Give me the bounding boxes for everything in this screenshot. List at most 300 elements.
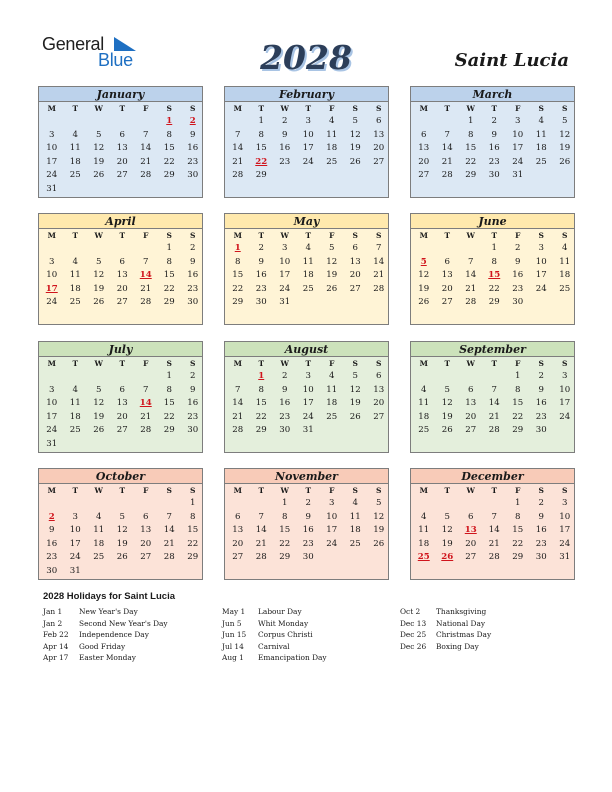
day-cell: 18: [559, 270, 571, 281]
day-cell: 4: [96, 511, 102, 522]
month-july: [38, 341, 203, 453]
day-cell: 21: [488, 538, 500, 549]
day-cell: 6: [468, 511, 474, 522]
day-cell: 31: [279, 297, 291, 308]
day-cell: 11: [559, 256, 571, 267]
day-cell: 29: [512, 552, 524, 563]
day-cell: 13: [349, 256, 361, 267]
day-cell: 25: [326, 156, 338, 167]
day-cell: 15: [465, 143, 477, 154]
day-cell: 20: [465, 411, 477, 422]
day-cell: 6: [444, 256, 450, 267]
holiday-name: Whit Monday: [258, 618, 309, 628]
month-december: [410, 468, 575, 580]
day-cell: 27: [116, 297, 128, 308]
day-cell: 16: [512, 270, 524, 281]
weekday-label: T: [491, 231, 498, 240]
day-cell: 15: [512, 525, 524, 536]
day-cell: 14: [255, 525, 267, 536]
day-cell: 30: [187, 425, 199, 436]
holiday-day-cell: 26: [441, 552, 454, 563]
day-cell: 21: [465, 283, 477, 294]
weekday-header: [225, 485, 388, 497]
day-cell: 5: [96, 384, 102, 395]
day-cell: 9: [190, 129, 196, 140]
day-cell: 27: [140, 552, 152, 563]
day-cell: 30: [512, 297, 524, 308]
day-cell: 29: [232, 297, 244, 308]
day-cell: 10: [512, 129, 524, 140]
holiday-day-cell: 1: [166, 116, 173, 126]
day-cell: 10: [535, 256, 547, 267]
weekday-label: T: [305, 486, 312, 495]
day-cell: 4: [72, 129, 78, 140]
day-cell: 28: [488, 552, 500, 563]
day-cell: 13: [232, 525, 244, 536]
month-title: February: [225, 87, 388, 102]
day-cell: 29: [163, 425, 175, 436]
day-cell: 16: [187, 270, 199, 281]
day-cell: 3: [72, 511, 78, 522]
month-september: [410, 341, 575, 453]
day-cell: 9: [282, 129, 288, 140]
weekday-label: T: [72, 231, 79, 240]
weekday-label: T: [444, 486, 451, 495]
day-cell: 28: [488, 425, 500, 436]
weekday-label: F: [143, 486, 149, 495]
day-cell: 22: [163, 156, 175, 167]
day-cell: 8: [515, 384, 521, 395]
day-cell: 1: [491, 243, 497, 253]
day-cell: 10: [46, 398, 58, 409]
day-cell: 7: [444, 129, 450, 140]
day-cell: 6: [352, 243, 358, 253]
day-cell: 30: [187, 297, 199, 308]
day-cell: 11: [302, 256, 314, 267]
day-cell: 22: [512, 538, 524, 549]
month-title: April: [39, 214, 202, 229]
month-november: [224, 468, 389, 580]
weekday-label: F: [143, 231, 149, 240]
day-cell: 10: [69, 525, 81, 536]
weekday-label: T: [491, 104, 498, 113]
day-cell: 14: [163, 525, 175, 536]
day-cell: 21: [140, 283, 152, 294]
day-cell: 26: [373, 538, 385, 549]
day-cell: 19: [326, 270, 338, 281]
weekday-label: T: [491, 359, 498, 368]
day-cell: 3: [305, 116, 311, 126]
day-cell: 2: [190, 243, 196, 253]
month-august: [224, 341, 389, 453]
weekday-header: [411, 230, 574, 242]
day-cell: 30: [279, 425, 291, 436]
holiday-day-cell: 14: [139, 270, 152, 281]
weekday-label: M: [419, 231, 428, 240]
day-cell: 31: [69, 566, 81, 576]
day-cell: 18: [93, 538, 105, 549]
day-cell: 29: [512, 425, 524, 436]
day-cell: 21: [163, 538, 175, 549]
weekday-header: [411, 485, 574, 497]
day-cell: 19: [349, 143, 361, 154]
day-cell: 8: [166, 384, 172, 395]
weekday-label: T: [119, 104, 126, 113]
month-title: January: [39, 87, 202, 102]
weekday-label: F: [515, 486, 521, 495]
weekday-label: S: [352, 231, 358, 240]
day-cell: 14: [232, 398, 244, 409]
day-cell: 24: [302, 156, 314, 167]
day-cell: 19: [441, 411, 453, 422]
day-cell: 26: [349, 411, 361, 422]
day-cell: 29: [163, 170, 175, 181]
day-cell: 20: [140, 538, 152, 549]
day-cell: 14: [488, 398, 500, 409]
day-cell: 9: [305, 511, 311, 522]
day-cell: 30: [46, 566, 58, 576]
day-cell: 21: [232, 411, 244, 422]
day-cell: 11: [69, 270, 81, 281]
day-cell: 5: [562, 116, 568, 126]
day-cell: 8: [166, 129, 172, 140]
holiday-day-cell: 13: [464, 525, 477, 536]
day-cell: 9: [515, 256, 521, 267]
day-cell: 4: [421, 511, 427, 522]
weekday-label: S: [538, 104, 544, 113]
day-cell: 24: [46, 425, 58, 436]
holiday-date: Apr 14: [43, 641, 69, 651]
month-title: August: [225, 342, 388, 357]
weekday-label: T: [72, 486, 79, 495]
weekday-label: M: [419, 486, 428, 495]
day-cell: 17: [302, 143, 314, 154]
logo-triangle-icon: [114, 37, 136, 51]
day-cell: 21: [255, 538, 267, 549]
day-cell: 25: [302, 283, 314, 294]
holiday-date: Dec 13: [400, 618, 427, 628]
weekday-label: F: [329, 359, 335, 368]
day-cell: 4: [305, 243, 311, 253]
day-cell: 12: [116, 525, 128, 536]
holiday-date: Dec 26: [400, 641, 427, 651]
weekday-label: S: [166, 231, 172, 240]
day-cell: 8: [235, 256, 241, 267]
day-cell: 23: [187, 411, 199, 422]
holiday-day-cell: 1: [234, 243, 241, 253]
day-cell: 4: [538, 116, 544, 126]
weekday-label: S: [562, 104, 568, 113]
month-title: June: [411, 214, 574, 229]
month-title: July: [39, 342, 202, 357]
day-cell: 16: [535, 525, 547, 536]
holiday-name: Labour Day: [258, 607, 302, 616]
day-cell: 22: [512, 411, 524, 422]
holiday-date: Jan 2: [43, 618, 63, 628]
day-cell: 17: [302, 398, 314, 409]
weekday-label: S: [538, 486, 544, 495]
weekday-label: W: [280, 231, 289, 240]
day-cell: 24: [559, 411, 571, 422]
day-cell: 22: [488, 283, 500, 294]
day-cell: 17: [559, 525, 571, 536]
weekday-label: S: [190, 359, 196, 368]
month-may: [224, 213, 389, 325]
country-title: Saint Lucia: [454, 50, 569, 71]
day-cell: 9: [282, 384, 288, 395]
day-cell: 27: [116, 170, 128, 181]
day-cell: 12: [326, 256, 338, 267]
day-cell: 24: [512, 156, 524, 167]
day-cell: 24: [559, 538, 571, 549]
day-cell: 31: [559, 552, 571, 563]
weekday-label: S: [376, 104, 382, 113]
day-cell: 19: [441, 538, 453, 549]
day-cell: 11: [326, 384, 338, 395]
day-cell: 15: [279, 525, 291, 536]
day-cell: 16: [488, 143, 500, 154]
weekday-label: M: [419, 359, 428, 368]
day-cell: 6: [376, 371, 382, 381]
weekday-label: W: [466, 104, 475, 113]
day-cell: 4: [329, 116, 335, 126]
day-cell: 23: [302, 538, 314, 549]
day-cell: 15: [163, 143, 175, 154]
weekday-label: T: [72, 104, 79, 113]
holiday-day-cell: 14: [139, 398, 152, 409]
day-cell: 7: [166, 511, 172, 522]
day-cell: 3: [562, 371, 568, 381]
day-cell: 24: [302, 411, 314, 422]
weekday-label: T: [119, 486, 126, 495]
day-cell: 15: [163, 398, 175, 409]
day-cell: 24: [69, 552, 81, 563]
day-cell: 23: [535, 411, 547, 422]
day-cell: 17: [69, 538, 81, 549]
weekday-label: M: [233, 486, 242, 495]
holiday-name: Boxing Day: [436, 641, 479, 651]
day-cell: 27: [373, 156, 385, 167]
day-cell: 8: [491, 256, 497, 267]
day-cell: 20: [373, 143, 385, 154]
weekday-label: S: [166, 104, 172, 113]
weekday-label: M: [233, 231, 242, 240]
day-cell: 9: [491, 129, 497, 140]
day-cell: 28: [255, 552, 267, 563]
month-title: November: [225, 469, 388, 484]
weekday-label: W: [94, 359, 103, 368]
weekday-header: [39, 358, 202, 370]
day-cell: 17: [46, 156, 58, 167]
day-cell: 16: [279, 143, 291, 154]
day-cell: 20: [373, 398, 385, 409]
day-cell: 4: [72, 256, 78, 267]
day-cell: 21: [140, 156, 152, 167]
day-cell: 3: [49, 129, 55, 140]
weekday-label: S: [352, 359, 358, 368]
day-cell: 6: [421, 129, 427, 140]
weekday-label: W: [280, 104, 289, 113]
day-cell: 9: [258, 256, 264, 267]
day-cell: 6: [119, 384, 125, 395]
day-cell: 31: [46, 184, 58, 194]
day-cell: 7: [143, 256, 149, 267]
day-cell: 9: [190, 384, 196, 395]
day-cell: 8: [468, 129, 474, 140]
weekday-label: T: [258, 486, 265, 495]
holiday-name: Carnival: [258, 641, 290, 651]
day-cell: 1: [258, 116, 264, 126]
day-cell: 23: [255, 283, 267, 294]
day-cell: 17: [326, 525, 338, 536]
day-cell: 10: [46, 143, 58, 154]
day-cell: 25: [326, 411, 338, 422]
day-cell: 3: [562, 498, 568, 508]
day-cell: 28: [441, 170, 453, 181]
day-cell: 18: [69, 283, 81, 294]
day-cell: 10: [326, 511, 338, 522]
day-cell: 14: [441, 143, 453, 154]
day-cell: 8: [258, 384, 264, 395]
weekday-header: [411, 103, 574, 115]
weekday-label: M: [419, 104, 428, 113]
day-cell: 29: [163, 297, 175, 308]
day-cell: 19: [418, 283, 430, 294]
day-cell: 26: [349, 156, 361, 167]
day-cell: 12: [441, 398, 453, 409]
weekday-label: S: [562, 486, 568, 495]
day-cell: 22: [279, 538, 291, 549]
day-cell: 5: [96, 256, 102, 267]
holiday-date: Jun 5: [222, 618, 242, 628]
holiday-name: Christmas Day: [436, 630, 492, 640]
day-cell: 18: [302, 270, 314, 281]
day-cell: 31: [512, 170, 524, 181]
weekday-header: [225, 230, 388, 242]
weekday-label: M: [47, 359, 56, 368]
day-cell: 27: [441, 297, 453, 308]
day-cell: 16: [279, 398, 291, 409]
day-cell: 8: [166, 256, 172, 267]
weekday-label: T: [119, 231, 126, 240]
day-cell: 23: [535, 538, 547, 549]
weekday-label: W: [466, 359, 475, 368]
holiday-date: Dec 25: [400, 630, 427, 640]
weekday-label: W: [94, 104, 103, 113]
day-cell: 9: [538, 511, 544, 522]
day-cell: 10: [279, 256, 291, 267]
weekday-label: S: [562, 231, 568, 240]
weekday-label: M: [47, 231, 56, 240]
day-cell: 17: [46, 411, 58, 422]
day-cell: 5: [352, 116, 358, 126]
day-cell: 10: [46, 270, 58, 281]
day-cell: 16: [255, 270, 267, 281]
day-cell: 15: [512, 398, 524, 409]
day-cell: 27: [349, 283, 361, 294]
day-cell: 10: [302, 384, 314, 395]
day-cell: 1: [468, 116, 474, 126]
day-cell: 30: [187, 170, 199, 181]
day-cell: 29: [465, 170, 477, 181]
day-cell: 1: [190, 498, 196, 508]
day-cell: 7: [376, 243, 382, 253]
day-cell: 7: [143, 384, 149, 395]
day-cell: 12: [93, 270, 105, 281]
day-cell: 21: [441, 156, 453, 167]
weekday-label: S: [190, 104, 196, 113]
day-cell: 6: [235, 511, 241, 522]
day-cell: 23: [187, 156, 199, 167]
month-title: September: [411, 342, 574, 357]
day-cell: 28: [373, 283, 385, 294]
day-cell: 9: [538, 384, 544, 395]
logo-general-text: General: [42, 34, 104, 54]
day-cell: 15: [255, 398, 267, 409]
day-cell: 29: [488, 297, 500, 308]
day-cell: 20: [441, 283, 453, 294]
holiday-day-cell: 2: [48, 511, 55, 522]
weekday-label: W: [94, 486, 103, 495]
day-cell: 28: [465, 297, 477, 308]
day-cell: 25: [69, 170, 81, 181]
day-cell: 25: [535, 156, 547, 167]
logo-blue-text: Blue: [98, 50, 133, 70]
year-title: 2028: [260, 38, 352, 77]
weekday-label: T: [305, 104, 312, 113]
day-cell: 28: [140, 297, 152, 308]
day-cell: 20: [116, 156, 128, 167]
day-cell: 21: [488, 411, 500, 422]
holiday-name: New Year's Day: [79, 607, 138, 616]
day-cell: 5: [119, 511, 125, 522]
weekday-label: M: [47, 104, 56, 113]
holiday-date: Jan 1: [43, 607, 63, 616]
holiday-date: Oct 2: [400, 607, 421, 616]
day-cell: 4: [72, 384, 78, 395]
day-cell: 16: [535, 398, 547, 409]
day-cell: 15: [163, 270, 175, 281]
day-cell: 11: [535, 129, 547, 140]
weekday-label: T: [491, 486, 498, 495]
day-cell: 13: [116, 143, 128, 154]
day-cell: 1: [166, 371, 172, 381]
weekday-label: F: [143, 104, 149, 113]
weekday-header: [225, 358, 388, 370]
month-june: [410, 213, 575, 325]
weekday-label: F: [515, 104, 521, 113]
weekday-label: F: [329, 486, 335, 495]
holiday-name: Easter Monday: [79, 653, 136, 663]
day-cell: 19: [116, 538, 128, 549]
day-cell: 6: [143, 511, 149, 522]
weekday-label: S: [166, 359, 172, 368]
day-cell: 1: [166, 243, 172, 253]
day-cell: 20: [232, 538, 244, 549]
day-cell: 7: [235, 384, 241, 395]
day-cell: 20: [418, 156, 430, 167]
weekday-label: F: [515, 359, 521, 368]
day-cell: 31: [46, 439, 58, 449]
holiday-date: May 1: [222, 607, 246, 616]
day-cell: 21: [373, 270, 385, 281]
month-march: [410, 86, 575, 198]
day-cell: 19: [93, 283, 105, 294]
day-cell: 24: [326, 538, 338, 549]
day-cell: 1: [515, 371, 521, 381]
holiday-date: Jun 15: [222, 630, 247, 640]
day-cell: 28: [140, 170, 152, 181]
